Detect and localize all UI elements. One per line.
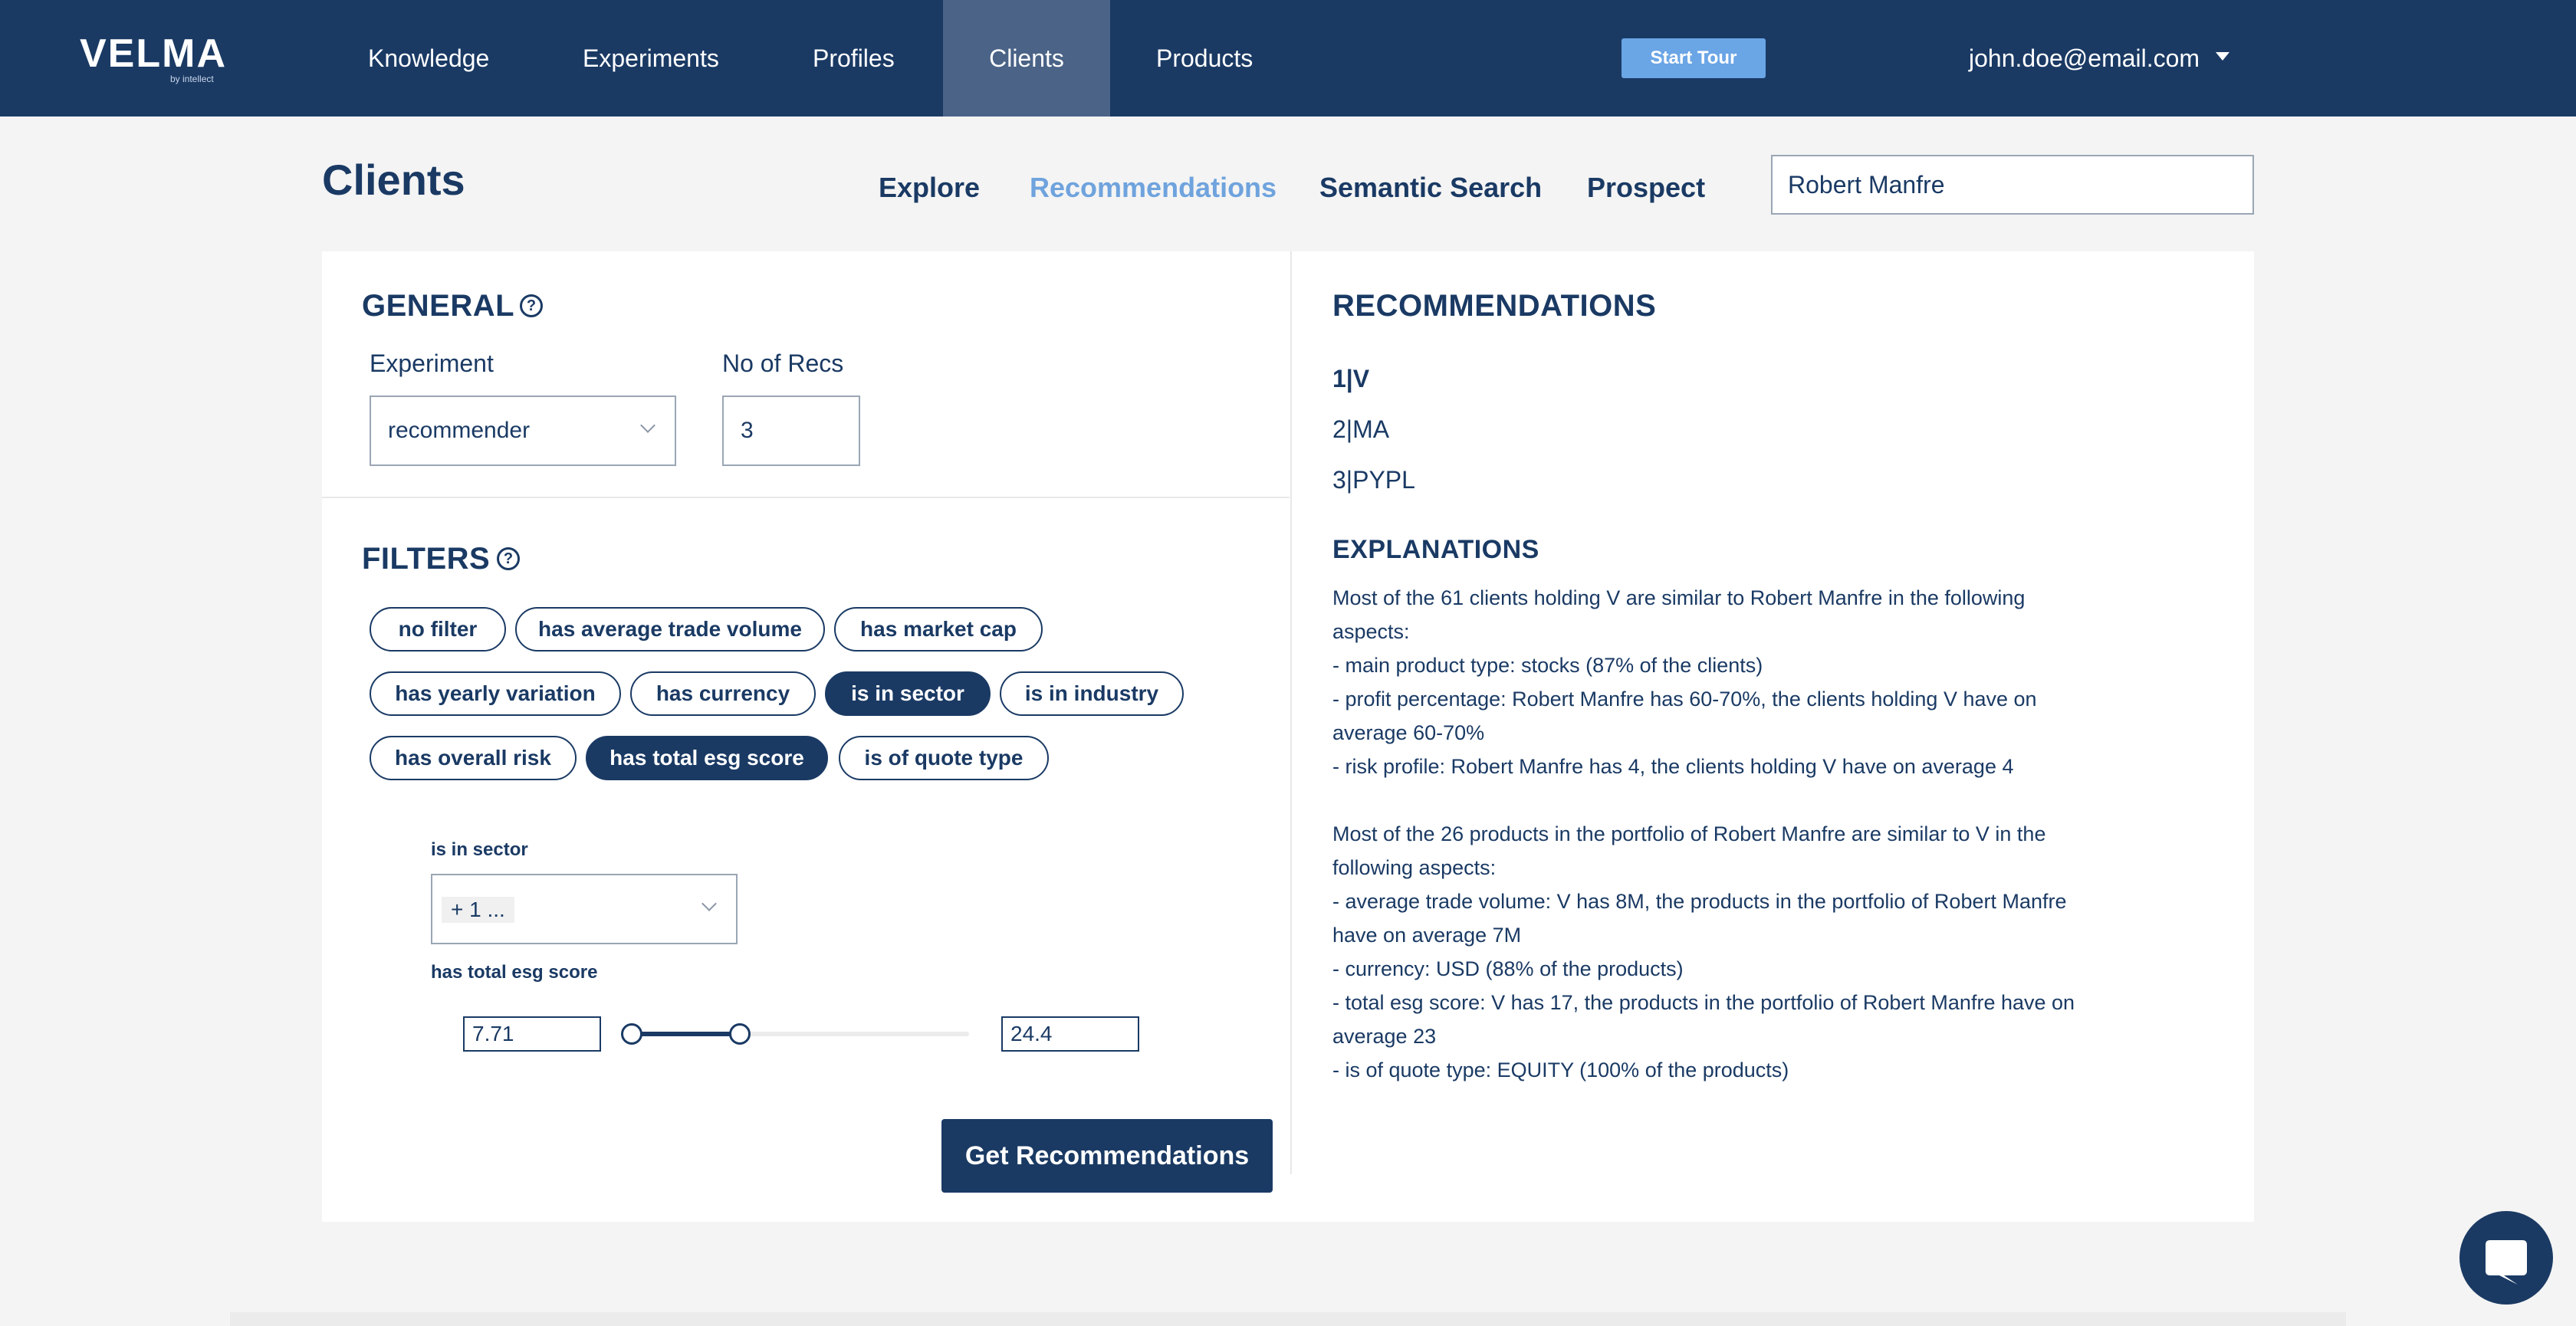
explanation-line: - is of quote type: EQUITY (100% of the products) xyxy=(1332,1059,1789,1081)
chip-is-of-quote-type[interactable]: is of quote type xyxy=(839,736,1049,780)
esg-max-handle[interactable] xyxy=(729,1023,751,1045)
page-title: Clients xyxy=(322,156,465,204)
sector-filter-label: is in sector xyxy=(431,839,528,860)
section-divider xyxy=(322,497,1290,498)
chip-has-average-trade-volume[interactable]: has average trade volume xyxy=(515,607,825,652)
nav-item-products[interactable]: Products xyxy=(1156,44,1254,72)
explanation-line: average 23 xyxy=(1332,1025,1437,1048)
nav-item-clients[interactable]: Clients xyxy=(943,0,1110,117)
nav-item-profiles[interactable]: Profiles xyxy=(813,44,895,72)
explanations-heading: EXPLANATIONS xyxy=(1332,535,1539,564)
explanation-line: Most of the 61 clients holding V are similar to Robert Manfre in the following xyxy=(1332,586,2026,609)
no-of-recs-input[interactable] xyxy=(722,396,860,466)
explanation-line: - risk profile: Robert Manfre has 4, the clients holding V have on average 4 xyxy=(1332,755,2014,778)
no-of-recs-label: No of Recs xyxy=(722,350,844,377)
chip-is-in-sector[interactable]: is in sector xyxy=(825,671,991,716)
recommendation-item[interactable]: 2|MA xyxy=(1332,415,1390,443)
chip-is-in-industry[interactable]: is in industry xyxy=(1000,671,1184,716)
chat-widget-button[interactable] xyxy=(2459,1211,2553,1305)
subnav-explore[interactable]: Explore xyxy=(879,172,981,203)
chip-has-total-esg-score[interactable]: has total esg score xyxy=(586,736,828,780)
caret-down-icon[interactable] xyxy=(2216,52,2229,61)
explanation-line: - average trade volume: V has 8M, the products in the portfolio of Robert Manfre xyxy=(1332,890,2067,913)
velma-logo[interactable] xyxy=(80,31,248,84)
general-heading: GENERAL xyxy=(362,289,515,323)
start-tour-button[interactable]: Start Tour xyxy=(1622,38,1766,78)
help-icon[interactable]: ? xyxy=(497,547,520,570)
subnav-semantic-search[interactable]: Semantic Search xyxy=(1319,172,1543,203)
subnav-recommendations[interactable]: Recommendations xyxy=(1030,172,1277,203)
esg-min-input[interactable] xyxy=(463,1016,601,1052)
chevron-down-icon xyxy=(702,896,717,911)
explanation-line: - total esg score: V has 17, the products in the portfolio of Robert Manfre have on xyxy=(1332,991,2075,1014)
explanation-line: - currency: USD (88% of the products) xyxy=(1332,957,1684,980)
logo-subtitle: by intellect xyxy=(170,74,214,84)
chat-bubble-icon xyxy=(2459,1211,2553,1305)
recommendation-item[interactable]: 1|V xyxy=(1332,365,1370,392)
chip-has-market-cap[interactable]: has market cap xyxy=(834,607,1043,652)
sector-multiselect[interactable] xyxy=(431,874,738,944)
esg-min-handle[interactable] xyxy=(621,1023,642,1045)
user-menu[interactable]: john.doe@email.com xyxy=(1969,44,2200,72)
explanation-line: have on average 7M xyxy=(1332,924,1522,947)
esg-max-input[interactable] xyxy=(1001,1016,1139,1052)
explanations-text xyxy=(1332,581,2114,1087)
chip-has-overall-risk[interactable]: has overall risk xyxy=(370,736,577,780)
esg-filter-label: has total esg score xyxy=(431,962,598,983)
explanation-line: following aspects: xyxy=(1332,856,1497,879)
explanation-line: - main product type: stocks (87% of the clients) xyxy=(1332,654,1763,677)
logo-wordmark: VELMA xyxy=(80,31,227,76)
panel-divider xyxy=(1290,251,1292,1174)
explanation-line: average 60-70% xyxy=(1332,721,1485,744)
chip-has-currency[interactable]: has currency xyxy=(630,671,816,716)
subnav-prospect[interactable]: Prospect xyxy=(1587,172,1706,203)
selected-sector-tag: + 1 ... xyxy=(442,897,514,923)
recommendation-item[interactable]: 3|PYPL xyxy=(1332,466,1415,494)
filters-heading: FILTERS xyxy=(362,542,491,576)
client-search-input[interactable] xyxy=(1771,155,2254,215)
chip-has-yearly-variation[interactable]: has yearly variation xyxy=(370,671,621,716)
explanation-line: - profit percentage: Robert Manfre has 60-70%, the clients holding V have on xyxy=(1332,688,2037,711)
nav-item-knowledge[interactable]: Knowledge xyxy=(368,44,490,72)
experiment-value: recommender xyxy=(388,418,531,443)
chip-no-filter[interactable]: no filter xyxy=(370,607,506,652)
help-icon[interactable]: ? xyxy=(520,294,543,317)
experiment-label: Experiment xyxy=(370,350,494,377)
get-recommendations-button[interactable]: Get Recommendations xyxy=(941,1119,1273,1193)
recommendations-heading: RECOMMENDATIONS xyxy=(1332,289,1657,323)
chevron-down-icon xyxy=(640,418,656,433)
experiment-select[interactable] xyxy=(370,396,676,466)
explanation-line: aspects: xyxy=(1332,620,1410,643)
explanation-spacer xyxy=(1332,783,2114,817)
explanation-line: Most of the 26 products in the portfolio of Robert Manfre are similar to V in the xyxy=(1332,822,2046,845)
top-navbar xyxy=(0,0,2576,117)
esg-range-fill xyxy=(632,1032,740,1036)
nav-item-experiments[interactable]: Experiments xyxy=(583,44,719,72)
page-footer-edge xyxy=(230,1312,2346,1326)
